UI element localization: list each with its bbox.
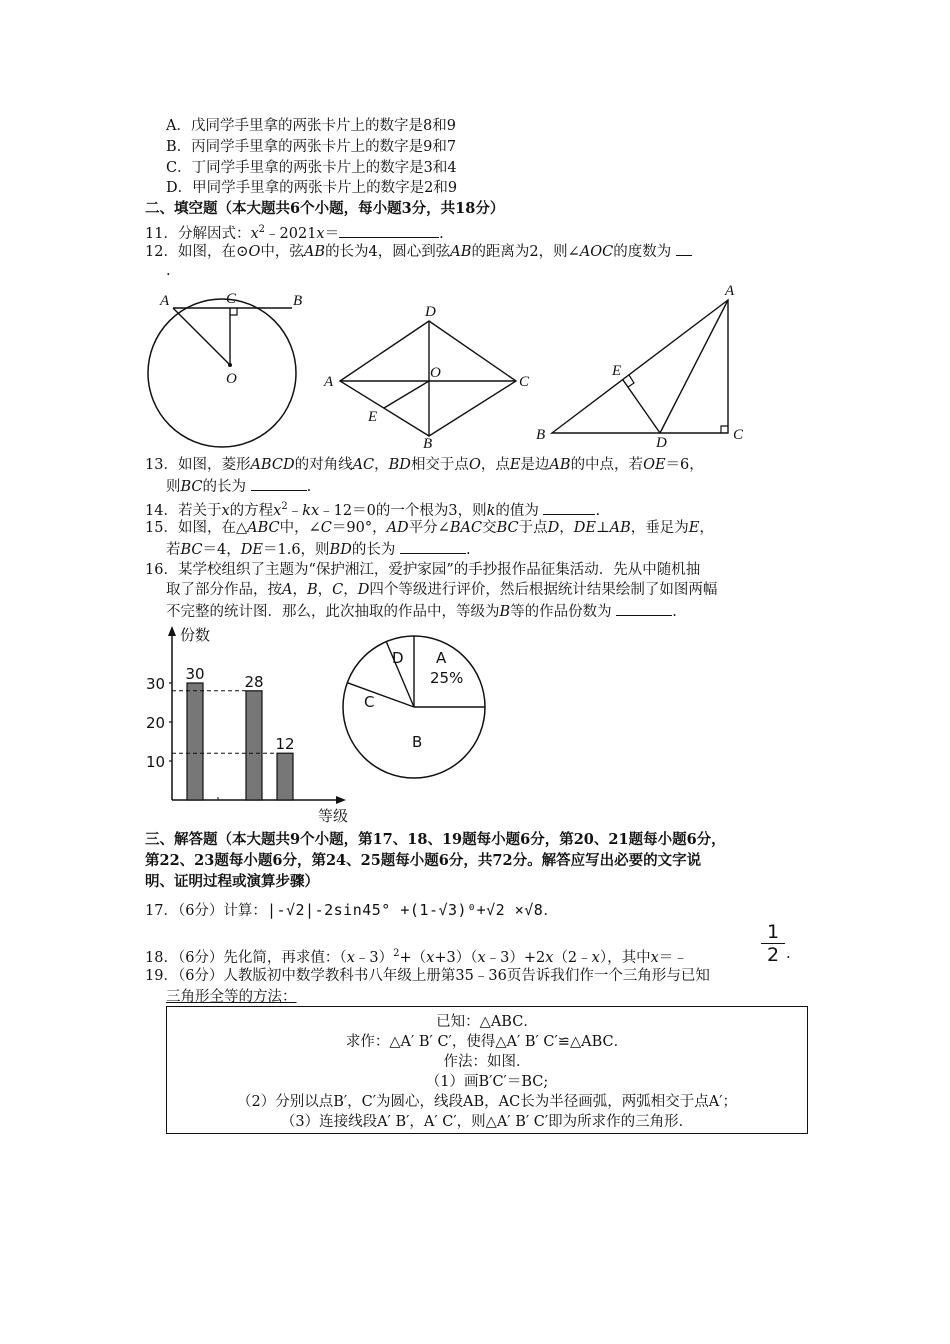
label-c: C xyxy=(733,427,744,443)
option-a: A．戊同学手里拿的两张卡片上的数字是8和9 xyxy=(166,118,456,134)
box-method: 作法：如图． xyxy=(443,1054,531,1070)
bar-chart xyxy=(140,620,360,825)
question-18: 18．（6分）先化简，再求值：（x﹣3）$^2$+（x+3）（x﹣3）+2x（2﹣x），其中x＝﹣ xyxy=(145,948,688,966)
y-tick-label-30: 30 xyxy=(146,675,166,693)
box-required: 求作：△A′ B′ C′，使得△A′ B′ C′≌△ABC． xyxy=(345,1034,629,1050)
y-axis-arrow xyxy=(168,626,176,636)
pie-label-b: B xyxy=(412,733,423,751)
label-o: O xyxy=(430,365,441,381)
point-o xyxy=(228,363,232,367)
y-tick-label-20: 20 xyxy=(146,714,166,732)
q18-numerator: 1 xyxy=(761,921,785,944)
label-b: B xyxy=(423,436,433,452)
triangle-abc xyxy=(552,300,728,433)
q18-fraction xyxy=(761,921,785,966)
label-a: A xyxy=(324,374,334,390)
label-a: A xyxy=(160,293,170,309)
x-axis-label: 等级 xyxy=(318,807,349,825)
label-d: D xyxy=(656,435,667,451)
box-step-3: （3）连接线段A′ B′，A′ C′，则△A′ B′ C′即为所求作的三角形． xyxy=(280,1114,694,1130)
construction-box xyxy=(166,1006,808,1134)
label-e: E xyxy=(612,363,622,379)
pie-value-a: 25% xyxy=(430,669,464,687)
question-11: 11．分解因式：$x^2﹣2021x=$ . xyxy=(145,224,444,242)
section-3-heading-line3: 明、证明过程或演算步骤） xyxy=(145,873,319,890)
label-b: B xyxy=(536,427,546,443)
pie-label-a: A xyxy=(436,649,447,667)
label-c: C xyxy=(519,374,530,390)
right-angle-mark-c xyxy=(721,426,728,433)
pie-label-c: C xyxy=(364,693,375,711)
label-e: E xyxy=(368,409,378,425)
question-17: 17．（6分）计算：|-√2|-2sin45° +(1-√3)⁰+√2 ×√8. xyxy=(145,901,548,919)
label-c: C xyxy=(226,291,237,307)
segment-de xyxy=(623,380,660,433)
figure-circle xyxy=(140,285,330,455)
box-given: 已知：△ABC． xyxy=(436,1014,538,1030)
option-c: C．丁同学手里拿的两张卡片上的数字是3和4 xyxy=(166,160,457,176)
segment-oa xyxy=(173,308,230,365)
label-o: O xyxy=(226,371,237,387)
pie-chart xyxy=(340,635,490,785)
question-15: 15．如图，在△ABC中，∠C＝90°，AD平分∠BAC交BC于点D，DE⊥AB，垂足为E， xyxy=(145,520,714,536)
y-axis-label: 份数 xyxy=(180,626,211,644)
bar-1 xyxy=(246,691,262,800)
y-tick-label-10: 10 xyxy=(146,753,166,771)
rhombus-abcd xyxy=(340,321,516,436)
question-13: 13．如图，菱形ABCD的对角线AC，BD相交于点O，点E是边AB的中点，若OE＝6， xyxy=(145,457,704,473)
bar-label-1: 28 xyxy=(244,672,264,691)
right-angle-mark xyxy=(230,308,237,315)
question-19-line2: 三角形全等的方法： xyxy=(166,989,297,1005)
circle-o xyxy=(148,299,296,447)
q17-expression: |-√2|-2sin45° +(1-√3)⁰+√2 ×√8 xyxy=(266,901,544,919)
bar-0 xyxy=(187,683,203,800)
question-14: 14．若关于x的方程$x^2﹣kx﹣12=0$的一个根为3，则k的值为 . xyxy=(145,501,601,519)
figure-triangle xyxy=(530,283,760,451)
section-3-heading-line2: 第22、23题每小题6分，第24、25题每小题6分，共72分。解答应写出必要的文字说 xyxy=(145,852,702,869)
segment-ad xyxy=(660,300,728,433)
x-axis-arrow xyxy=(336,796,346,804)
right-angle-mark-e xyxy=(628,375,634,387)
pie-divider-2 xyxy=(347,683,414,707)
question-16-line3: 不完整的统计图．那么，此次抽取的作品中，等级为B等的作品份数为 . xyxy=(166,601,677,622)
box-step-1: （1）画B′C′＝BC; xyxy=(425,1074,549,1090)
question-19-line1: 19．（6分）人教版初中数学教科书八年级上册第35﹣36页告诉我们作一个三角形与已知 xyxy=(145,968,710,984)
label-d: D xyxy=(425,304,436,320)
question-16-line1: 16．某学校组织了主题为“保护湘江，爱护家园”的手抄报作品征集活动．先从中随机抽 xyxy=(145,562,701,578)
label-a: A xyxy=(725,283,735,299)
question-15-line2: 若BC＝4，DE＝1.6，则BD的长为 . xyxy=(166,539,471,560)
section-3-heading-line1: 三、解答题（本大题共9个小题，第17、18、19题每小题6分，第20、21题每小题6分， xyxy=(145,831,726,848)
q18-end: . xyxy=(786,946,791,962)
label-b: B xyxy=(293,293,303,309)
q18-denominator: 2 xyxy=(766,944,780,966)
option-b: B．丙同学手里拿的两张卡片上的数字是9和7 xyxy=(166,139,457,155)
question-12-end: . xyxy=(166,263,171,279)
figure-rhombus xyxy=(318,303,538,453)
section-2-heading: 二、填空题（本大题共6个小题，每小题3分，共18分） xyxy=(145,200,505,217)
box-step-2: （2）分别以点B′，C′为圆心，线段AB，AC长为半径画弧，两弧相交于点A′； xyxy=(236,1094,737,1110)
segment-oe xyxy=(384,381,429,408)
question-13-line2: 则BC的长为 . xyxy=(166,476,311,497)
option-d: D．甲同学手里拿的两张卡片上的数字是2和9 xyxy=(166,180,458,196)
bar-label-0: 30 xyxy=(185,665,205,683)
question-16-line2: 取了部分作品，按A，B，C，D四个等级进行评价，然后根据统计结果绘制了如图两幅 xyxy=(166,582,718,598)
bar-label-2: 12 xyxy=(275,735,295,754)
pie-label-d: D xyxy=(392,649,404,667)
question-12: 12．如图，在⊙O中，弦AB的长为4，圆心到弦AB的距离为2，则∠AOC的度数为 xyxy=(145,241,692,262)
bar-2 xyxy=(277,753,293,800)
